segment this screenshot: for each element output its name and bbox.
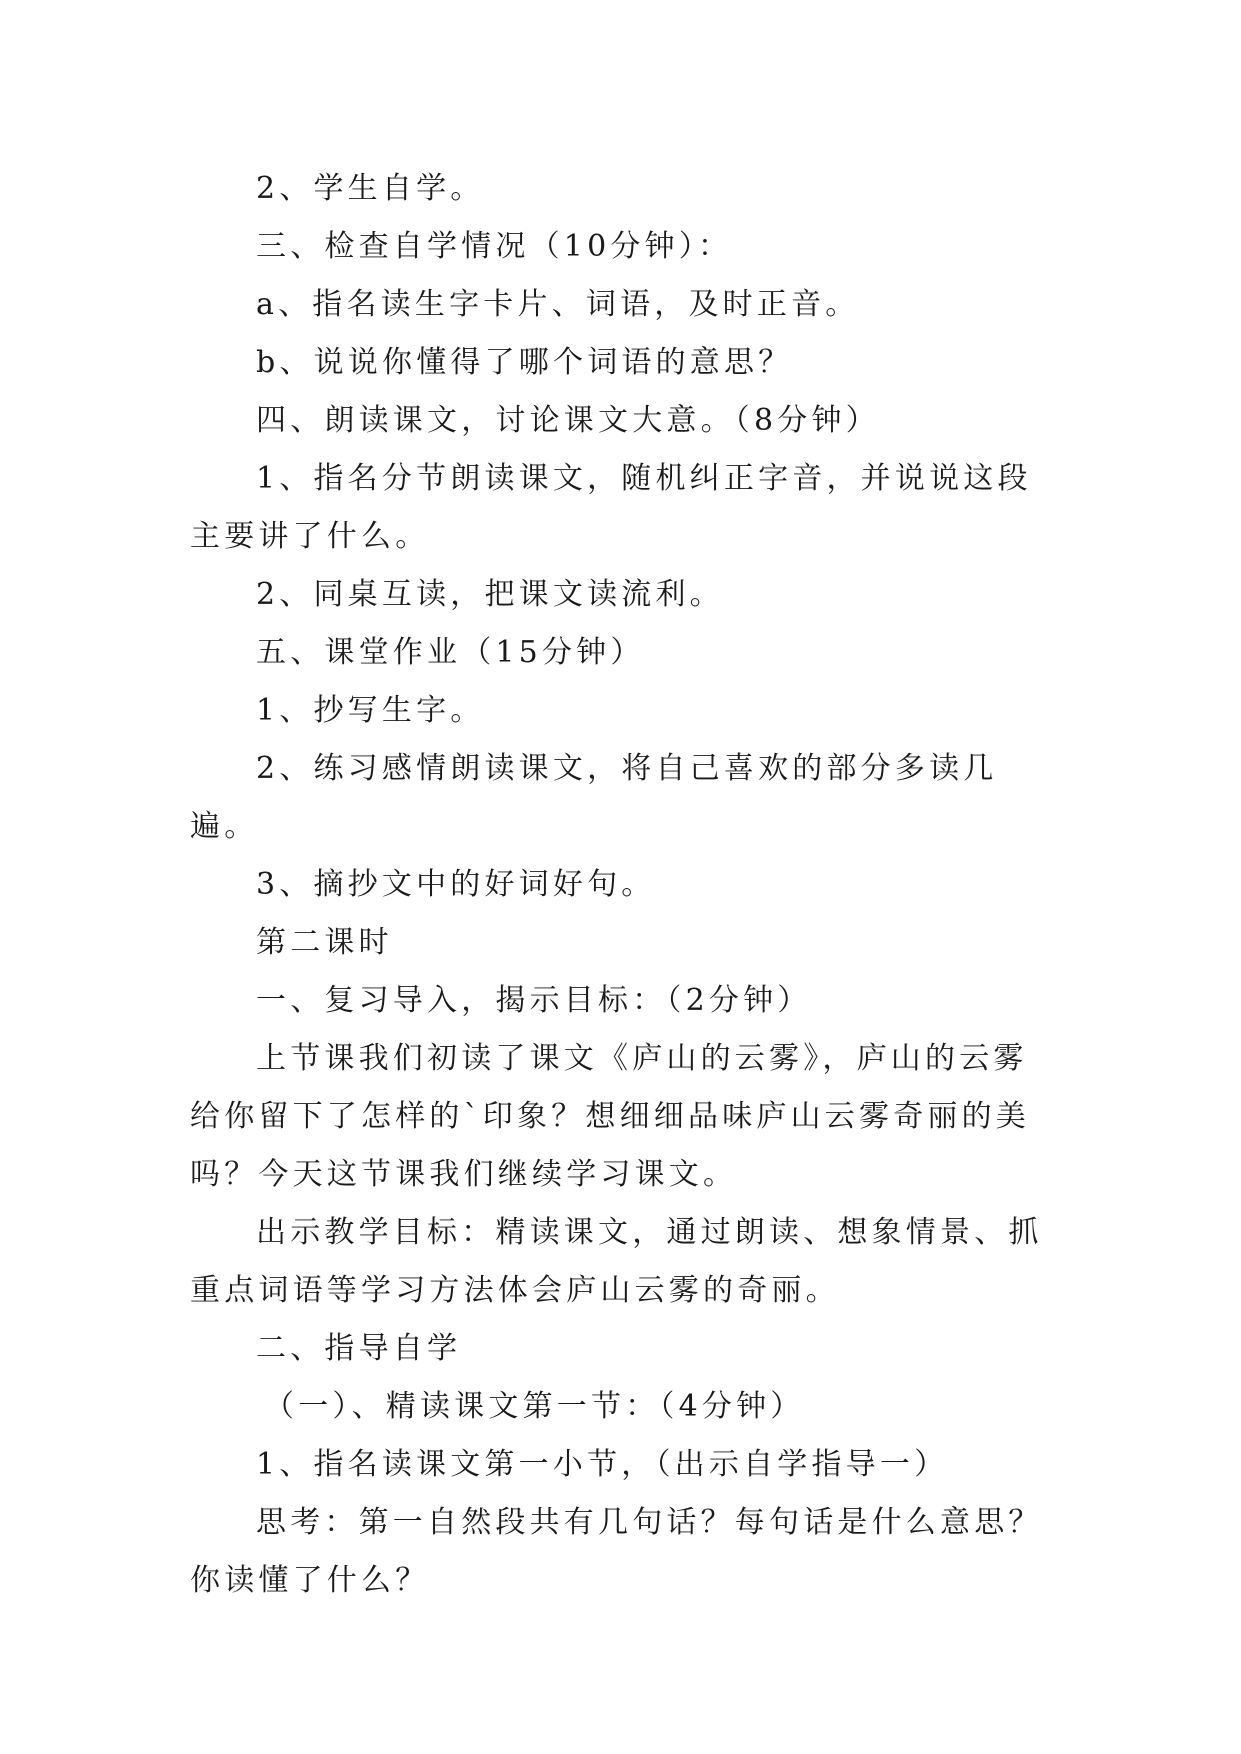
paragraph: 上节课我们初读了课文《庐山的云雾》，庐山的云雾给你留下了怎样的`印象？想细细品味庐山云雾奇丽的美吗？今天这节课我们继续学习课文。 <box>190 1041 1030 1192</box>
paragraph: 2、学生自学。 <box>256 171 485 206</box>
paragraph: a、指名读生字卡片、词语，及时正音。 <box>256 287 860 322</box>
paragraph: 1、指名读课文第一小节，（出示自学指导一） <box>256 1447 949 1482</box>
subsection-heading: （一）、精读课文第一节：（4分钟） <box>264 1389 805 1424</box>
paragraph: b、说说你懂得了哪个词语的意思？ <box>256 345 793 380</box>
paragraph: 2、同桌互读，把课文读流利。 <box>256 577 724 612</box>
paragraph: 1、指名分节朗读课文，随机纠正字音，并说说这段主要讲了什么。 <box>190 461 1032 554</box>
paragraph: 思考：第一自然段共有几句话？每句话是什么意思？你读懂了什么？ <box>190 1505 1043 1598</box>
section-heading: 四、朗读课文，讨论课文大意。（8分钟） <box>256 403 880 438</box>
section-heading: 二、指导自学 <box>256 1331 462 1366</box>
lesson-heading: 第二课时 <box>256 925 393 960</box>
section-heading: 五、课堂作业（15分钟） <box>256 635 645 670</box>
paragraph: 出示教学目标：精读课文，通过朗读、想象情景、抓重点词语等学习方法体会庐山云雾的奇丽。 <box>190 1215 1043 1308</box>
paragraph: 3、摘抄文中的好词好句。 <box>256 867 656 902</box>
paragraph: 1、抄写生字。 <box>256 693 485 728</box>
section-heading: 三、检查自学情况（10分钟）： <box>256 229 733 264</box>
document-page <box>190 160 1050 1610</box>
paragraph: 2、练习感情朗读课文，将自己喜欢的部分多读几遍。 <box>190 751 998 844</box>
section-heading: 一、复习导入，揭示目标：（2分钟） <box>256 983 812 1018</box>
